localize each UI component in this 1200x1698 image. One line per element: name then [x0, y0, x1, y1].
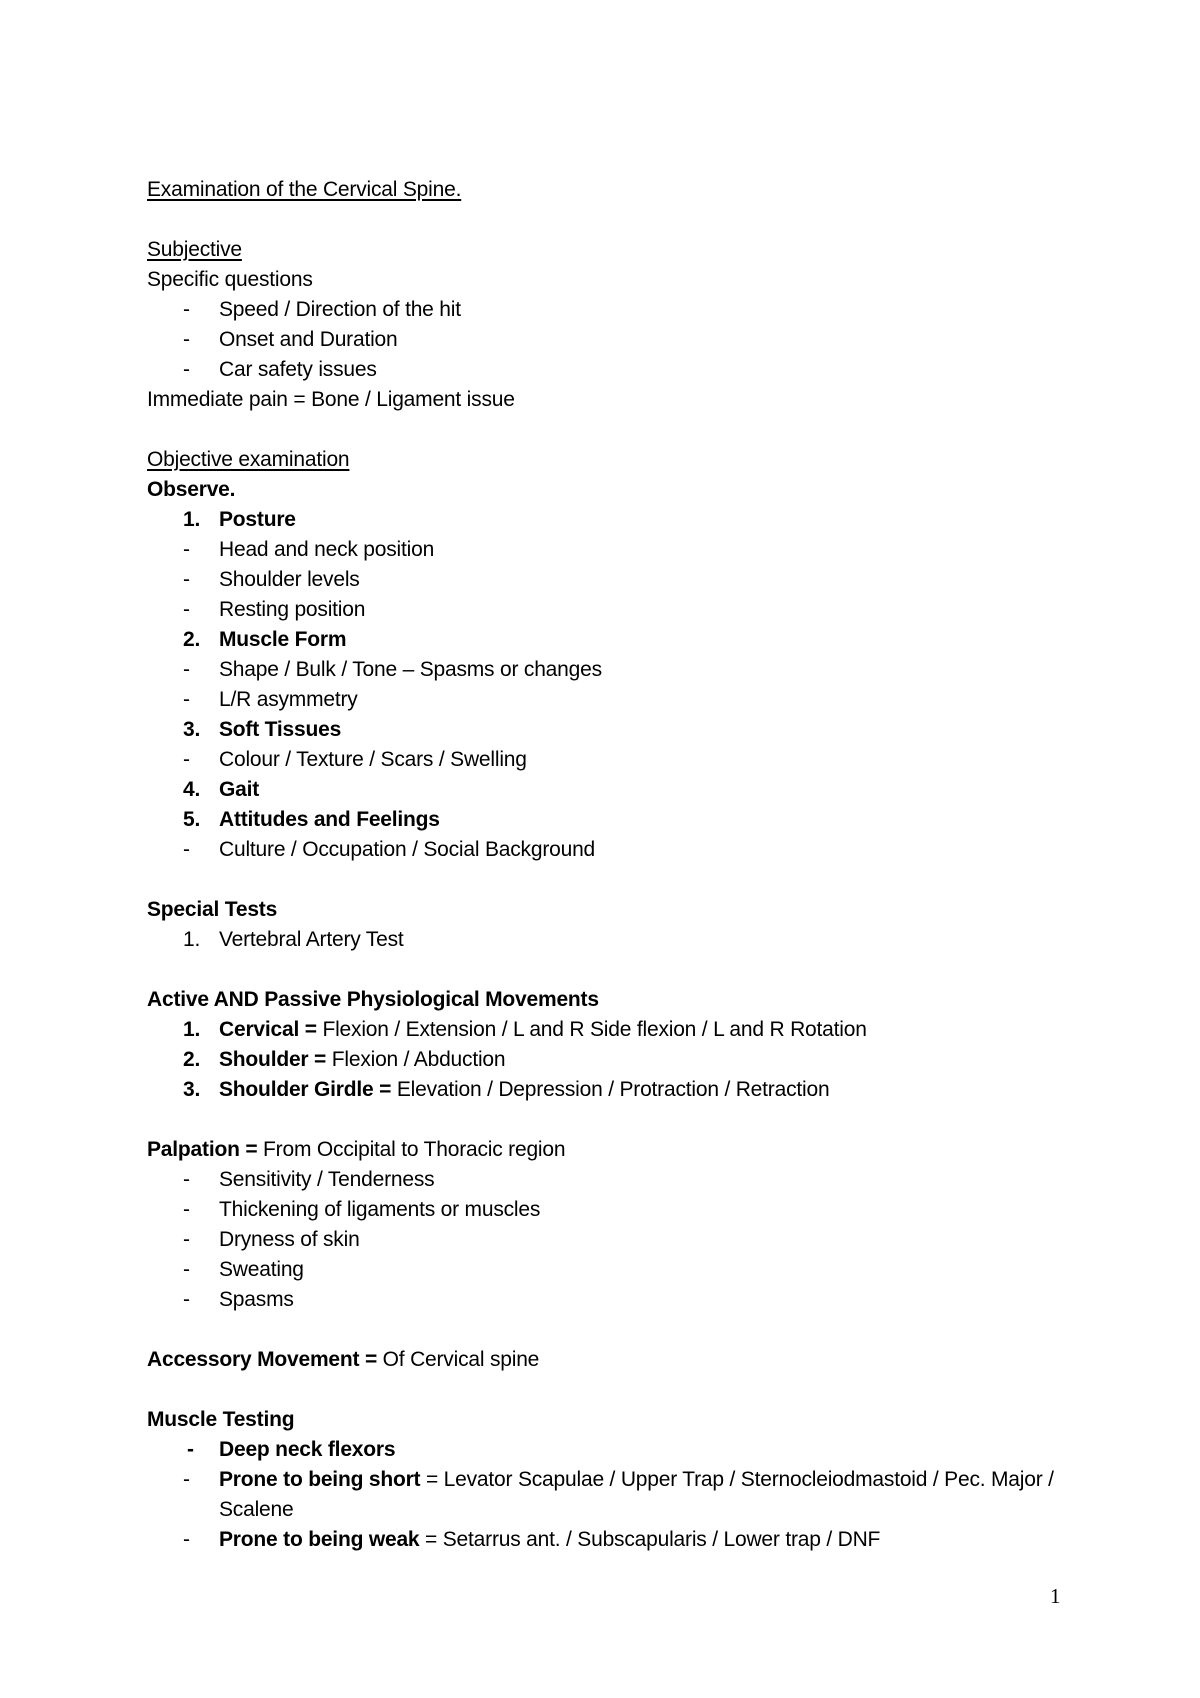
list-item: - Resting position [183, 598, 366, 621]
numbered-item: 4. Gait [183, 778, 260, 801]
page-number: 1 [1050, 1584, 1061, 1608]
list-item: - Car safety issues [183, 358, 377, 381]
palpation-heading: Palpation = From Occipital to Thoracic region [147, 1138, 566, 1161]
list-item: - Shoulder levels [183, 568, 360, 591]
list-item: - Speed / Direction of the hit [183, 298, 461, 321]
movements-heading: Active AND Passive Physiological Movements [147, 988, 599, 1011]
muscle-testing-heading: Muscle Testing [147, 1408, 295, 1431]
spacer [147, 205, 1067, 235]
numbered-item: 2. Shoulder = Flexion / Abduction [183, 1048, 506, 1071]
numbered-item: 2. Muscle Form [183, 628, 347, 651]
spacer [147, 1105, 1067, 1135]
list-item: - Spasms [183, 1288, 294, 1311]
spacer [147, 1315, 1067, 1345]
list-item: - Shape / Bulk / Tone – Spasms or changes [183, 658, 602, 681]
spacer [147, 865, 1067, 895]
list-item: - Prone to being short = Levator Scapulae / Upper Trap / Sternocleiodmastoid / Pec. Major / Scalene [183, 1468, 1054, 1521]
document-body [147, 175, 1067, 1555]
special-tests-heading: Special Tests [147, 898, 278, 921]
objective-heading: Objective examination [147, 448, 350, 471]
numbered-item: 5. Attitudes and Feelings [183, 808, 440, 831]
list-item: - Culture / Occupation / Social Background [183, 838, 596, 861]
numbered-item: 3. Shoulder Girdle = Elevation / Depression / Protraction / Retraction [183, 1078, 830, 1101]
list-item: - Head and neck position [183, 538, 435, 561]
observe-label: Observe. [147, 478, 236, 501]
subjective-heading: Subjective [147, 238, 242, 261]
subjective-intro: Specific questions [147, 268, 313, 291]
list-item: - Sweating [183, 1258, 304, 1281]
numbered-item: 1. Vertebral Artery Test [183, 928, 404, 951]
spacer [147, 1375, 1067, 1405]
numbered-item: 1. Posture [183, 508, 296, 531]
document-title: Examination of the Cervical Spine. [147, 178, 462, 201]
list-item: - Colour / Texture / Scars / Swelling [183, 748, 527, 771]
numbered-item: 1. Cervical = Flexion / Extension / L and R Side flexion / L and R Rotation [183, 1018, 867, 1041]
list-item: - Dryness of skin [183, 1228, 360, 1251]
spacer [147, 955, 1067, 985]
list-item: - Onset and Duration [183, 328, 398, 351]
list-item: - Deep neck flexors [187, 1438, 396, 1461]
numbered-item: 3. Soft Tissues [183, 718, 342, 741]
list-item: - L/R asymmetry [183, 688, 358, 711]
spacer [147, 415, 1067, 445]
accessory-heading: Accessory Movement = Of Cervical spine [147, 1348, 540, 1371]
list-item: - Sensitivity / Tenderness [183, 1168, 435, 1191]
list-item: - Thickening of ligaments or muscles [183, 1198, 541, 1221]
subjective-note: Immediate pain = Bone / Ligament issue [147, 388, 515, 411]
list-item: - Prone to being weak = Setarrus ant. / Subscapularis / Lower trap / DNF [183, 1528, 881, 1551]
